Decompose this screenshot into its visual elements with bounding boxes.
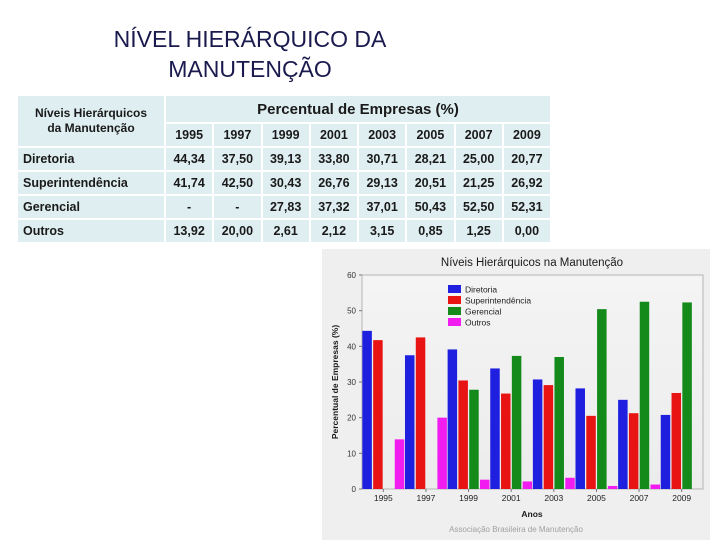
bar-outros: [608, 486, 618, 489]
x-tick-label: 2009: [672, 493, 692, 503]
y-axis-label: Percentual de Empresas (%): [330, 324, 340, 440]
legend-label: Outros: [465, 317, 491, 328]
row-label: Outros: [17, 219, 165, 243]
table-cell: -: [165, 195, 213, 219]
bar-diretoria: [362, 331, 372, 489]
bar-outros: [437, 418, 447, 489]
x-tick-label: 1995: [373, 493, 393, 503]
bar-superintendência: [416, 337, 426, 489]
bar-outros: [523, 481, 533, 489]
bar-gerencial: [640, 302, 650, 489]
bar-diretoria: [533, 379, 543, 489]
table-cell: 52,31: [503, 195, 551, 219]
source-note: Associação Brasileira de Manutenção: [449, 525, 583, 534]
y-tick-label: 30: [347, 378, 356, 387]
bar-superintendência: [672, 393, 682, 489]
table-cell: 50,43: [406, 195, 454, 219]
table-cell: 2,12: [310, 219, 358, 243]
bar-superintendência: [544, 385, 554, 489]
table-cell: 29,13: [358, 171, 406, 195]
year-header: 1997: [213, 123, 261, 147]
table-header-row: [17, 95, 551, 123]
table-cell: 27,83: [262, 195, 310, 219]
year-header: 1995: [165, 123, 213, 147]
x-tick-label: 2003: [544, 493, 564, 503]
table-cell: 20,77: [503, 147, 551, 171]
table-cell: 41,74: [165, 171, 213, 195]
y-tick-label: 60: [347, 271, 356, 280]
table-group-header: Percentual de Empresas (%): [165, 95, 551, 123]
bar-outros: [651, 485, 661, 489]
row-label: Diretoria: [17, 147, 165, 171]
table-cell: 26,76: [310, 171, 358, 195]
bar-superintendência: [501, 394, 511, 489]
y-tick-label: 0: [351, 485, 356, 494]
bar-diretoria: [618, 400, 628, 489]
bar-chart: [322, 249, 710, 540]
table-cell: 37,01: [358, 195, 406, 219]
table-row: [17, 171, 551, 195]
bar-outros: [565, 478, 575, 489]
table-cell: 39,13: [262, 147, 310, 171]
slide-title: [40, 24, 460, 84]
table-cell: 33,80: [310, 147, 358, 171]
corner-label-line-2: da Manutenção: [47, 121, 135, 135]
data-table: [16, 94, 552, 244]
table-corner-label: [17, 95, 165, 147]
legend-swatch: [448, 285, 461, 293]
table-cell: 2,61: [262, 219, 310, 243]
bar-outros: [395, 439, 405, 489]
table-cell: 52,50: [455, 195, 503, 219]
year-header: 2005: [406, 123, 454, 147]
table-cell: 37,32: [310, 195, 358, 219]
legend-label: Diretoria: [465, 284, 498, 295]
table-cell: 13,92: [165, 219, 213, 243]
chart-title: Níveis Hierárquicos na Manutenção: [440, 257, 624, 269]
year-header: 1999: [262, 123, 310, 147]
table-cell: 26,92: [503, 171, 551, 195]
table-cell: 0,00: [503, 219, 551, 243]
y-tick-label: 10: [347, 449, 356, 459]
bar-superintendência: [373, 340, 383, 489]
bar-diretoria: [661, 415, 671, 489]
table-cell: 21,25: [455, 171, 503, 195]
bar-chart-svg: [322, 249, 710, 540]
legend-swatch: [448, 307, 461, 315]
x-tick-label: 1999: [459, 493, 479, 503]
table-cell: 42,50: [213, 171, 261, 195]
table-cell: 30,43: [262, 171, 310, 195]
bar-gerencial: [469, 390, 479, 489]
x-tick-label: 2001: [501, 493, 521, 503]
row-label: Gerencial: [17, 195, 165, 219]
table-cell: 20,00: [213, 219, 261, 243]
x-tick-label: 2005: [586, 493, 606, 503]
bar-diretoria: [448, 349, 458, 489]
x-axis-label: Anos: [521, 509, 543, 519]
table-cell: 25,00: [455, 147, 503, 171]
table-cell: 3,15: [358, 219, 406, 243]
bar-gerencial: [512, 356, 522, 489]
y-tick-label: 20: [347, 413, 356, 423]
bar-superintendência: [458, 380, 468, 489]
x-tick-label: 2007: [629, 493, 649, 503]
legend-swatch: [448, 318, 461, 326]
table-cell: 28,21: [406, 147, 454, 171]
table-cell: 37,50: [213, 147, 261, 171]
bar-diretoria: [405, 355, 415, 489]
corner-label-line-1: Níveis Hierárquicos: [34, 106, 148, 120]
bar-diretoria: [575, 388, 585, 489]
row-label: Superintendência: [17, 171, 165, 195]
year-header: 2001: [310, 123, 358, 147]
slide-title-line-1: NÍVEL HIERÁRQUICO DA: [113, 26, 387, 52]
bar-superintendência: [586, 416, 596, 489]
table-row: [17, 195, 551, 219]
legend-label: Gerencial: [465, 306, 502, 317]
year-header: 2007: [455, 123, 503, 147]
legend-swatch: [448, 296, 461, 304]
table-cell: 1,25: [455, 219, 503, 243]
bar-diretoria: [490, 368, 500, 489]
table-cell: 30,71: [358, 147, 406, 171]
table-cell: -: [213, 195, 261, 219]
year-header: 2003: [358, 123, 406, 147]
bar-superintendência: [629, 413, 639, 489]
y-tick-label: 50: [347, 306, 356, 316]
slide-title-line-2: MANUTENÇÃO: [168, 56, 332, 82]
bar-gerencial: [597, 309, 607, 489]
table-row: [17, 147, 551, 171]
bar-outros: [480, 480, 490, 489]
bar-gerencial: [682, 302, 692, 489]
table-cell: 44,34: [165, 147, 213, 171]
y-tick-label: 40: [347, 342, 356, 352]
table-row: [17, 219, 551, 243]
year-header: 2009: [503, 123, 551, 147]
table-cell: 20,51: [406, 171, 454, 195]
bar-gerencial: [554, 357, 564, 489]
table-cell: 0,85: [406, 219, 454, 243]
legend-label: Superintendência: [465, 295, 532, 306]
x-tick-label: 1997: [416, 493, 436, 503]
